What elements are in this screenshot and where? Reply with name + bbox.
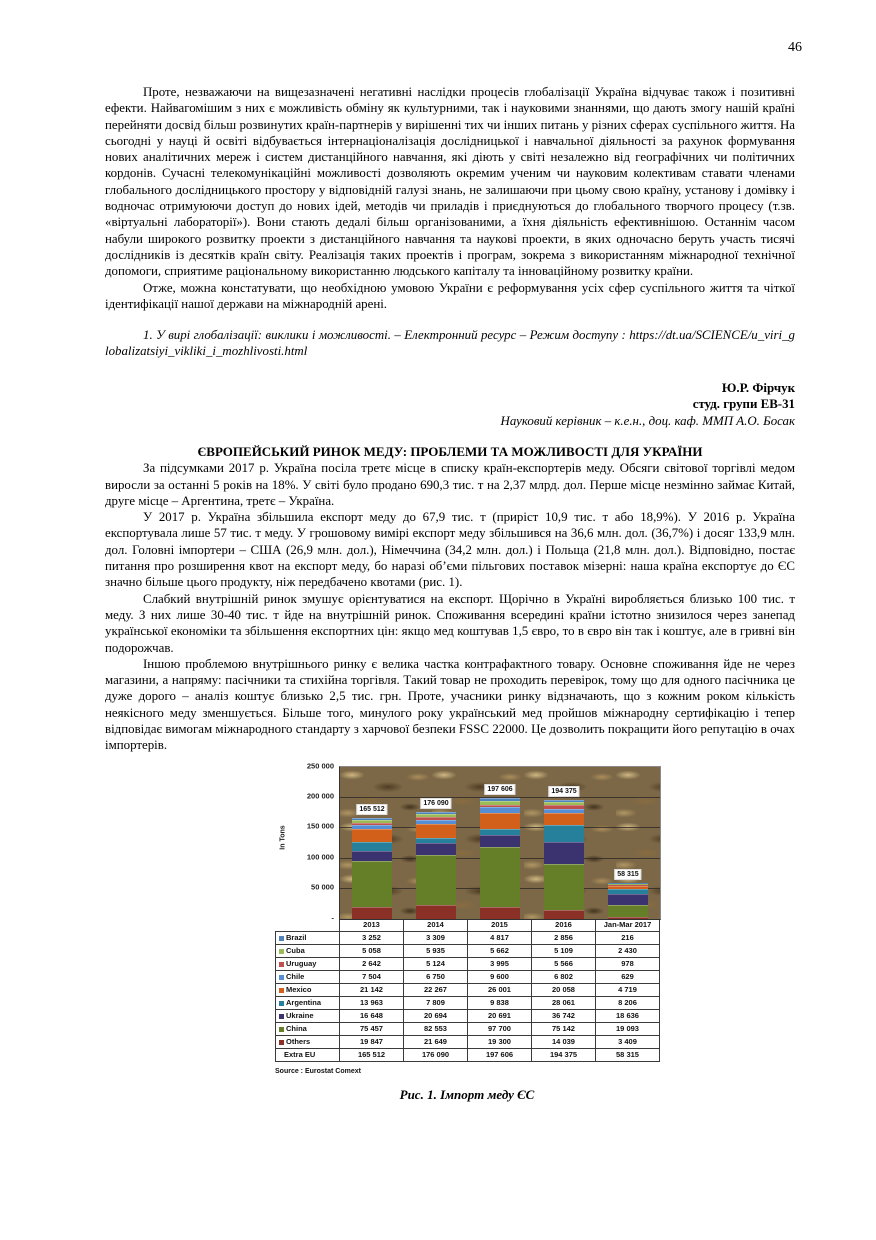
bar-segment-argentina-2015 — [480, 829, 520, 835]
author-block — [105, 380, 795, 430]
legend-swatch-china — [279, 1027, 284, 1032]
table-row-argentina — [276, 996, 660, 1009]
bar-segment-ukraine-2015 — [480, 835, 520, 848]
bar-total-label: 194 375 — [548, 786, 579, 797]
intro-paragraph-1: Проте, незважаючи на вищезазначені негативні наслідки процесів глобалізації Україна відчуває також і позитивні ефекти. Найвагомішим з них є можливість обміну як культурними, так і науковими знаннями, що дають змогу нашій країні перейняти досвід більш розвинутих країн-партнерів у вирішенні тих чи інших питань у різних сферах суспільного життя. На сьогодні у науці й освіті відбувається інтернаціоналізація дослідницької і навчальної діяльності за рахунок формування нових аналітичних мереж і систем дистанційного навчання, які діють у світі незалежно від географічних чи політичних кордонів. Сучасні телекомунікаційні можливості дозволяють окремим ученим чи науковим колективам ставати членами глобального дослідницького простору у відповідній галузі знань, не залишаючи при цьому свою країну, установу і домівку і водночас отримуюючи доступ до нових ідей, методів чи приладів і приєднуються до глобального творчого процесу (т.зв. «віртуальні лабораторії»). Вони стають дедалі більш організованими, а їхня діяльність ефективнішою. Останнім часом набули широкого розвитку проекти з дистанційного навчання та наукові проекти, в яких одночасно беруть участь тисячі дослідників із десятків країн світу. Реалізація таких проектів і програм, зокрема з використанням міжнародної технічної допомоги, сприятиме раціональному використанню людського капіталу та інноваційному розвитку країни. — [105, 85, 795, 279]
bar-segment-brazil-2013 — [352, 818, 392, 820]
legend-swatch-others — [279, 1040, 284, 1045]
value-cell: 978 — [596, 957, 660, 970]
value-cell: 7 809 — [404, 996, 468, 1009]
value-cell: 194 375 — [532, 1048, 596, 1061]
y-axis — [275, 761, 339, 923]
value-cell: 20 691 — [468, 1009, 532, 1022]
table-year-header: Jan-Mar 2017 — [596, 918, 660, 931]
series-name-cell: Extra EU — [276, 1048, 340, 1061]
figure-honey-imports — [275, 761, 659, 1103]
value-cell: 3 252 — [340, 931, 404, 944]
article-paragraph-2: У 2017 р. Україна збільшила експорт меду до 67,9 тис. т (приріст 10,9 тис. т або 18,9%). У 2016 р. Україна експортувала лише 57 тис. т меду. У грошовому вимірі експорт меду збільшився на 36,6 млн. дол. (36,7%) і досяг 133,9 млн. дол. Головні імпортери – США (26,9 млн. дол.), Німеччина (34,2 млн. дол.) і Польща (21,8 млн. дол.). Відповідно, постає питання про розширення квот на експорт меду, бо наразі об’єми пільгових поставок мізерні: наша країна експортує до ЄС значно більше цього продукту, ніж передбачено квотами (рис. 1). — [105, 510, 795, 590]
table-row-brazil — [276, 931, 660, 944]
page-content — [105, 84, 795, 1103]
bar-segment-china-2016 — [544, 864, 584, 910]
value-cell: 7 504 — [340, 970, 404, 983]
value-cell: 20 058 — [532, 983, 596, 996]
bar-segment-brazil-2014 — [416, 812, 456, 814]
bar-segment-others-2015 — [480, 907, 520, 919]
value-cell: 6 750 — [404, 970, 468, 983]
value-cell: 16 648 — [340, 1009, 404, 1022]
value-cell: 75 142 — [532, 1022, 596, 1035]
bar-segment-mexico-2015 — [480, 813, 520, 829]
table-year-header: 2015 — [468, 918, 532, 931]
plot-area — [339, 766, 661, 920]
bar-total-label: 165 512 — [356, 804, 387, 815]
bar-total-label: 176 090 — [420, 798, 451, 809]
source-note: Source : Eurostat Comext — [275, 1067, 361, 1075]
table-row-ukraine — [276, 1009, 660, 1022]
value-cell: 2 642 — [340, 957, 404, 970]
bar-segment-ukraine-2016 — [544, 842, 584, 864]
table-row-extra-eu — [276, 1048, 660, 1061]
table-corner-cell — [276, 918, 340, 931]
bar-segment-chile-2014 — [416, 820, 456, 824]
bar-segment-cuba-jan-mar-2017 — [608, 883, 648, 884]
legend-swatch-mexico — [279, 988, 284, 993]
value-cell: 5 124 — [404, 957, 468, 970]
value-cell: 26 001 — [468, 983, 532, 996]
article-paragraph-1: За підсумками 2017 р. Україна посіла третє місце в списку країн-експортерів меду. Обсяги світової торгівлі медом виросли за останні 5 років на 18%. У світі було продано 690,3 тис. т на 2,37 млрд. дол. Перше місце незмінно займає Китай, друге місце – Аргентина, третє – Україна. — [105, 461, 795, 508]
bar-segment-cuba-2013 — [352, 820, 392, 823]
value-cell: 4 817 — [468, 931, 532, 944]
bar-segment-china-2013 — [352, 861, 392, 907]
value-cell: 3 995 — [468, 957, 532, 970]
value-cell: 629 — [596, 970, 660, 983]
bar-segment-china-2015 — [480, 847, 520, 906]
value-cell: 19 847 — [340, 1035, 404, 1048]
y-tick-label: 250 000 — [306, 761, 334, 771]
bar-segment-uruguay-jan-mar-2017 — [608, 885, 648, 886]
bar-segment-mexico-2014 — [416, 824, 456, 838]
value-cell: 22 267 — [404, 983, 468, 996]
bar-segment-cuba-2016 — [544, 802, 584, 805]
legend-swatch-chile — [279, 975, 284, 980]
legend-swatch-ukraine — [279, 1014, 284, 1019]
table-row-china — [276, 1022, 660, 1035]
value-cell: 21 649 — [404, 1035, 468, 1048]
bar-segment-brazil-2015 — [480, 798, 520, 801]
value-cell: 5 935 — [404, 944, 468, 957]
bar-segment-argentina-2016 — [544, 825, 584, 842]
value-cell: 176 090 — [404, 1048, 468, 1061]
legend-swatch-cuba — [279, 949, 284, 954]
value-cell: 9 838 — [468, 996, 532, 1009]
value-cell: 20 694 — [404, 1009, 468, 1022]
table-row-uruguay — [276, 957, 660, 970]
series-name-cell: Others — [276, 1035, 340, 1048]
series-name-cell: Mexico — [276, 983, 340, 996]
series-name-cell: Cuba — [276, 944, 340, 957]
figure-caption: Рис. 1. Імпорт меду ЄС — [399, 1086, 535, 1102]
value-cell: 5 109 — [532, 944, 596, 957]
y-tick-label: 150 000 — [306, 821, 334, 831]
bar-segment-others-2014 — [416, 905, 456, 918]
table-row-others — [276, 1035, 660, 1048]
bar-segment-mexico-2016 — [544, 813, 584, 825]
value-cell: 4 719 — [596, 983, 660, 996]
y-tick-label: 100 000 — [306, 852, 334, 862]
value-cell: 9 600 — [468, 970, 532, 983]
table-year-header: 2014 — [404, 918, 468, 931]
value-cell: 19 093 — [596, 1022, 660, 1035]
series-name-cell: China — [276, 1022, 340, 1035]
value-cell: 28 061 — [532, 996, 596, 1009]
value-cell: 5 566 — [532, 957, 596, 970]
bar-segment-uruguay-2015 — [480, 805, 520, 807]
value-cell: 5 058 — [340, 944, 404, 957]
value-cell: 197 606 — [468, 1048, 532, 1061]
table-year-header: 2013 — [340, 918, 404, 931]
bar-segment-uruguay-2016 — [544, 805, 584, 808]
bar-segment-ukraine-2014 — [416, 843, 456, 856]
bar-segment-chile-2015 — [480, 807, 520, 813]
value-cell: 2 430 — [596, 944, 660, 957]
bar-segment-others-2013 — [352, 907, 392, 919]
value-cell: 3 409 — [596, 1035, 660, 1048]
table-row-cuba — [276, 944, 660, 957]
article-paragraph-3: Слабкий внутрішній ринок змушує орієнтуватися на експорт. Щорічно в Україні виробляється близько 100 тис. т меду. З них лише 30-40 тис. т йде на внутрішній ринок. Споживання всередині країни істотно знизилося через занепад української економіки та збільшення експортних цін: якщо мед коштував 1,5 євро, то в євро він так і коштує, але в гривні він подорожчав. — [105, 591, 795, 655]
value-cell: 5 662 — [468, 944, 532, 957]
bar-segment-argentina-2013 — [352, 842, 392, 850]
bar-segment-chile-2013 — [352, 825, 392, 830]
value-cell: 97 700 — [468, 1022, 532, 1035]
value-cell: 2 856 — [532, 931, 596, 944]
y-tick-label: 200 000 — [306, 791, 334, 801]
legend-swatch-argentina — [279, 1001, 284, 1006]
value-cell: 14 039 — [532, 1035, 596, 1048]
legend-swatch-uruguay — [279, 962, 284, 967]
bar-total-label: 58 315 — [614, 869, 641, 880]
series-name-cell: Ukraine — [276, 1009, 340, 1022]
series-name-cell: Argentina — [276, 996, 340, 1009]
bar-segment-cuba-2015 — [480, 801, 520, 804]
bar-segment-mexico-2013 — [352, 829, 392, 842]
value-cell: 165 512 — [340, 1048, 404, 1061]
bar-segment-brazil-2016 — [544, 800, 584, 802]
page-number: 46 — [788, 40, 802, 55]
value-cell: 8 206 — [596, 996, 660, 1009]
y-tick-label: - — [331, 913, 334, 923]
bar-segment-uruguay-2013 — [352, 823, 392, 825]
value-cell: 82 553 — [404, 1022, 468, 1035]
table-year-header: 2016 — [532, 918, 596, 931]
bar-segment-cuba-2014 — [416, 814, 456, 818]
bar-segment-chile-2016 — [544, 809, 584, 813]
y-axis-title: In Tons — [279, 824, 287, 850]
series-name-cell: Chile — [276, 970, 340, 983]
value-cell: 36 742 — [532, 1009, 596, 1022]
bar-segment-argentina-jan-mar-2017 — [608, 889, 648, 894]
value-cell: 18 636 — [596, 1009, 660, 1022]
value-cell: 19 300 — [468, 1035, 532, 1048]
bar-total-label: 197 606 — [484, 784, 515, 795]
intro-paragraph-2: Отже, можна констатувати, що необхідною умовою України є реформування усіх сфер суспільного життя та чіткої ідентифікації нашої держави на міжнародній арені. — [105, 280, 795, 311]
bar-segment-ukraine-jan-mar-2017 — [608, 894, 648, 905]
reference-entry: 1. У вирі глобалізації: виклики і можливості. – Електронний ресурс – Режим доступу : https://dt.ua/SCIENCE/u_viri_globalizatsiyi_vikliki_i_mozhlivosti.html — [105, 328, 795, 359]
author-name: Ю.Р. Фірчук — [721, 380, 795, 395]
article-title: ЄВРОПЕЙСЬКИЙ РИНОК МЕДУ: ПРОБЛЕМИ ТА МОЖЛИВОСТІ ДЛЯ УКРАЇНИ — [197, 444, 703, 460]
chart-data-table — [275, 918, 660, 1062]
bar-segment-ukraine-2013 — [352, 851, 392, 861]
bar-segment-argentina-2014 — [416, 838, 456, 843]
bar-segment-china-2014 — [416, 855, 456, 905]
bar-segment-china-jan-mar-2017 — [608, 905, 648, 917]
value-cell: 216 — [596, 931, 660, 944]
author-supervisor: Науковий керівник – к.е.н., доц. каф. ММП А.О. Босак — [500, 413, 795, 428]
table-row-chile — [276, 970, 660, 983]
eu-honey-imports-chart — [275, 761, 659, 923]
y-tick-label: 50 000 — [311, 882, 334, 892]
value-cell: 6 802 — [532, 970, 596, 983]
value-cell: 75 457 — [340, 1022, 404, 1035]
value-cell: 3 309 — [404, 931, 468, 944]
table-row-mexico — [276, 983, 660, 996]
article-paragraph-4: Іншою проблемою внутрішнього ринку є велика частка контрафактного товару. Основне споживання йде не через магазини, а напряму: пасічники та стихійна торгівля. Такий товар не проходить перевірок, тому що для одного пасічника це дуже дорого – аналіз коштує близько 2,5 тис. грн. Проте, учасники ринку відзначають, що з кожним роком кількість неякісного меду зменшується. Більше того, минулого року український мед пройшов міжнародну сертифікацію і тепер відповідає вимогам міжнародного стандарту з харчової безпеки FSSC 22000. Це дозволить покращити його репутацію в очах імпортерів. — [105, 656, 795, 753]
bar-segment-mexico-jan-mar-2017 — [608, 886, 648, 889]
value-cell: 58 315 — [596, 1048, 660, 1061]
series-name-cell: Brazil — [276, 931, 340, 944]
value-cell: 21 142 — [340, 983, 404, 996]
series-name-cell: Uruguay — [276, 957, 340, 970]
bar-segment-uruguay-2014 — [416, 817, 456, 820]
legend-swatch-brazil — [279, 936, 284, 941]
value-cell: 13 963 — [340, 996, 404, 1009]
author-group: студ. групи ЕВ-31 — [692, 397, 795, 412]
bar-segment-others-jan-mar-2017 — [608, 917, 648, 919]
bar-segment-others-2016 — [544, 910, 584, 919]
